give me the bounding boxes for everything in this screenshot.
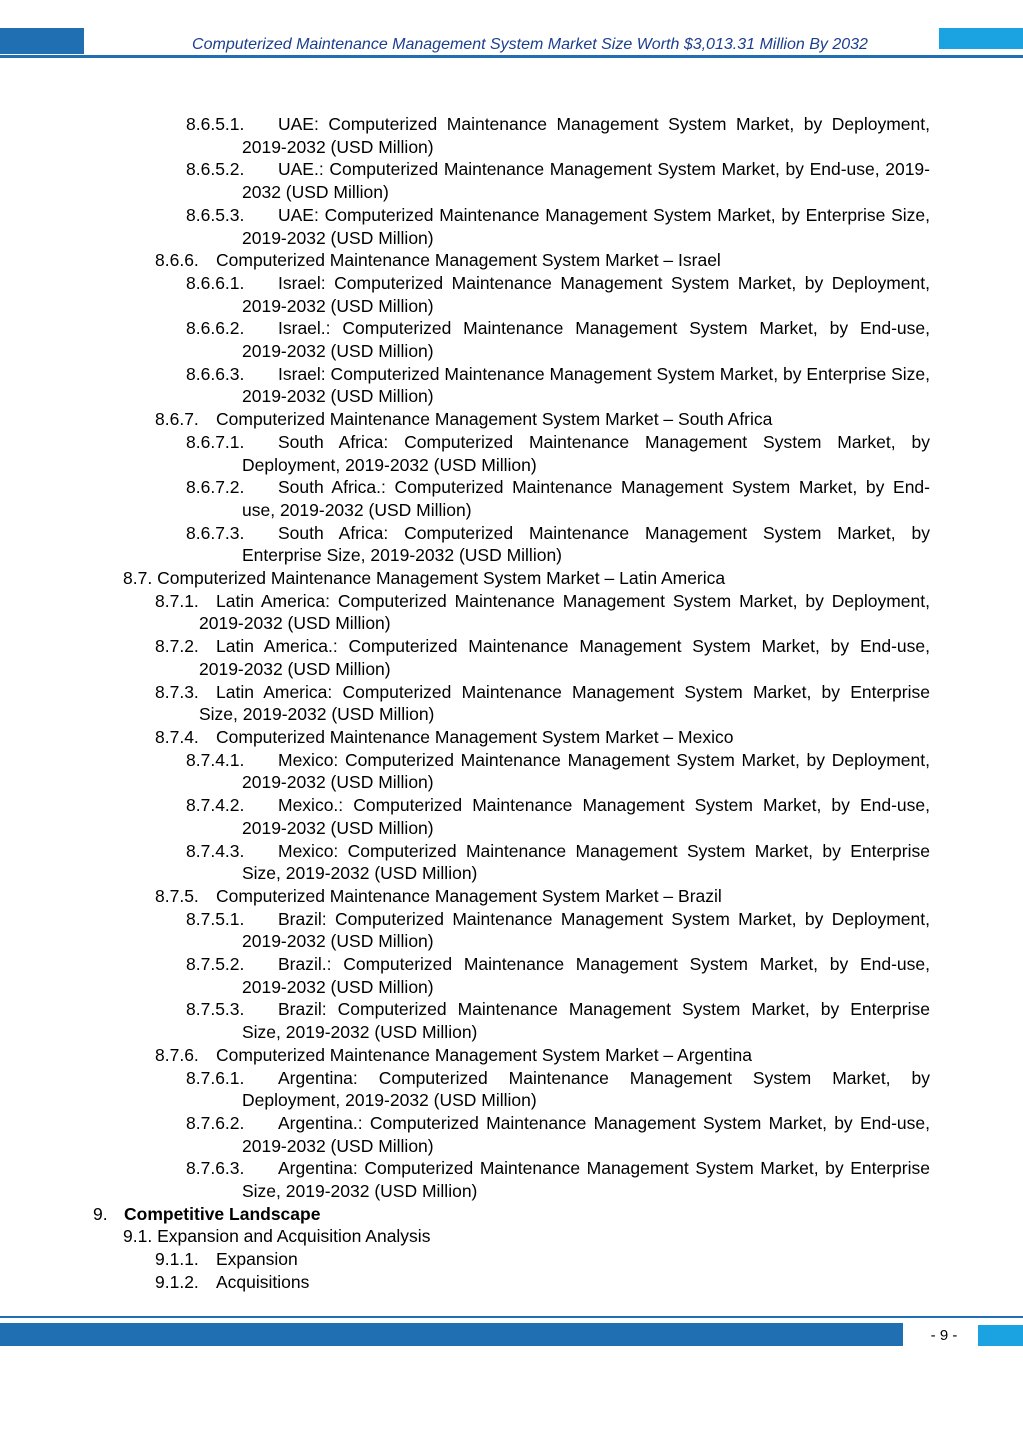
toc-entry xyxy=(155,635,930,680)
toc-entry xyxy=(186,158,930,203)
toc-number: 8.7.5. xyxy=(155,885,199,906)
toc-text: Computerized Maintenance Management System Market – South Africa xyxy=(216,409,773,430)
toc-entry xyxy=(186,204,930,249)
toc-entry xyxy=(186,363,930,408)
toc-text: UAE: Computerized Maintenance Management System Market, by Enterprise Size, 2019-2032 (USD Million) xyxy=(242,204,930,248)
toc-entry xyxy=(155,1248,930,1271)
toc-number: 8.6.6.3. xyxy=(186,363,245,384)
toc-number: 8.7.4. xyxy=(155,726,199,747)
toc-number: 8.7. xyxy=(123,568,153,589)
toc-text: Israel: Computerized Maintenance Management System Market, by Enterprise Size, 2019-2032 (USD Million) xyxy=(242,363,930,407)
toc-text: Expansion xyxy=(216,1249,298,1270)
toc-entry xyxy=(186,840,930,885)
toc-number: 8.7.5.3. xyxy=(186,999,245,1020)
toc-entry xyxy=(155,1271,930,1294)
page-number: - 9 - xyxy=(930,1327,958,1344)
toc-number: 8.6.6.1. xyxy=(186,272,245,293)
toc-entry xyxy=(155,249,930,272)
toc-number: 8.7.4.3. xyxy=(186,840,245,861)
toc-entry xyxy=(93,1203,930,1226)
toc-text: Israel.: Computerized Maintenance Management System Market, by End-use, 2019-2032 (USD Million) xyxy=(242,318,930,362)
toc-number: 8.7.6.2. xyxy=(186,1112,245,1133)
toc-entry xyxy=(186,998,930,1043)
toc-entry xyxy=(186,953,930,998)
toc-number: 8.7.6.3. xyxy=(186,1158,245,1179)
toc-text: Computerized Maintenance Management System Market – Brazil xyxy=(216,885,722,906)
header-title: Computerized Maintenance Management System Market Size Worth $3,013.31 Million By 2032 xyxy=(192,36,868,53)
toc-entry xyxy=(186,317,930,362)
toc-number: 8.7.5.1. xyxy=(186,908,245,929)
toc-text: Computerized Maintenance Management System Market – Argentina xyxy=(216,1044,752,1065)
toc-entry xyxy=(186,794,930,839)
toc-number: 8.6.6.2. xyxy=(186,318,245,339)
toc-number: 8.7.5.2. xyxy=(186,954,245,975)
toc-text: UAE.: Computerized Maintenance Management System Market, by End-use, 2019-2032 (USD Million) xyxy=(242,159,930,203)
footer-accent-right xyxy=(978,1325,1023,1346)
toc-text: Argentina.: Computerized Maintenance Management System Market, by End-use, 2019-2032 (USD Million) xyxy=(242,1112,930,1156)
toc-entry xyxy=(186,113,930,158)
toc-text: Argentina: Computerized Maintenance Management System Market, by Enterprise Size, 2019-2032 (USD Million) xyxy=(242,1158,930,1202)
toc-number: 8.7.4.1. xyxy=(186,749,245,770)
toc-text: UAE: Computerized Maintenance Management System Market, by Deployment, 2019-2032 (USD Million) xyxy=(242,114,930,157)
toc-text: Mexico: Computerized Maintenance Management System Market, by Enterprise Size, 2019-2032 (USD Million) xyxy=(242,840,930,884)
toc-number: 8.7.6. xyxy=(155,1044,199,1065)
toc-text: Israel: Computerized Maintenance Management System Market, by Deployment, 2019-2032 (USD Million) xyxy=(242,272,930,316)
toc-text: Computerized Maintenance Management System Market – Israel xyxy=(216,250,721,271)
header-accent-left xyxy=(0,28,84,54)
toc-entry xyxy=(186,522,930,567)
toc-number: 9. xyxy=(93,1203,108,1224)
toc-entry xyxy=(186,476,930,521)
footer-bar xyxy=(0,1323,903,1346)
toc-entry xyxy=(155,885,930,908)
toc-text: South Africa: Computerized Maintenance Management System Market, by Enterprise Size, 2019-2032 (USD Million) xyxy=(242,522,930,566)
toc-entry xyxy=(155,408,930,431)
toc-text: South Africa.: Computerized Maintenance Management System Market, by End-use, 2019-2032 (USD Million) xyxy=(242,477,930,520)
toc-entry xyxy=(155,681,930,726)
toc-number: 8.7.1. xyxy=(155,590,199,611)
toc-number: 8.6.5.2. xyxy=(186,159,245,180)
toc-text: Latin America.: Computerized Maintenance Management System Market, by End-use, 2019-2032 (USD Million) xyxy=(199,636,930,679)
toc-text: Argentina: Computerized Maintenance Management System Market, by Deployment, 2019-2032 (USD Million) xyxy=(242,1067,930,1111)
toc-number: 8.6.7. xyxy=(155,409,199,430)
toc-number: 8.7.6.1. xyxy=(186,1067,245,1088)
toc-entry xyxy=(186,1067,930,1112)
toc-entry xyxy=(186,272,930,317)
toc-entry xyxy=(186,1157,930,1202)
toc-entry xyxy=(155,590,930,635)
toc-number: 9.1.2. xyxy=(155,1271,199,1292)
footer-rule xyxy=(0,1316,1023,1318)
toc-number: 9.1. xyxy=(123,1226,153,1247)
toc-number: 8.6.6. xyxy=(155,250,199,271)
toc-text: Latin America: Computerized Maintenance Management System Market, by Enterprise Size, 2019-2032 (USD Million) xyxy=(199,681,930,725)
toc-text: Mexico.: Computerized Maintenance Management System Market, by End-use, 2019-2032 (USD Million) xyxy=(242,795,930,838)
toc-text: Brazil: Computerized Maintenance Management System Market, by Enterprise Size, 2019-2032 (USD Million) xyxy=(242,999,930,1043)
toc-entry xyxy=(123,1225,930,1248)
toc-number: 8.6.5.1. xyxy=(186,114,245,134)
toc-entry xyxy=(186,749,930,794)
header-rule xyxy=(0,55,1023,58)
toc-number: 8.7.3. xyxy=(155,681,199,702)
toc-number: 8.7.2. xyxy=(155,636,199,657)
table-of-contents xyxy=(0,113,1023,1294)
toc-number: 8.6.7.2. xyxy=(186,477,245,498)
toc-number: 8.6.7.1. xyxy=(186,431,245,452)
toc-number: 8.6.5.3. xyxy=(186,204,245,225)
toc-text: Mexico: Computerized Maintenance Management System Market, by Deployment, 2019-2032 (USD Million) xyxy=(242,749,930,793)
toc-text: Expansion and Acquisition Analysis xyxy=(157,1226,431,1247)
toc-text: Acquisitions xyxy=(216,1271,310,1292)
toc-entry xyxy=(186,908,930,953)
toc-number: 8.7.4.2. xyxy=(186,795,245,816)
toc-number: 8.6.7.3. xyxy=(186,522,245,543)
toc-text: Computerized Maintenance Management System Market – Latin America xyxy=(157,568,726,589)
toc-entry xyxy=(186,1112,930,1157)
toc-text: Computerized Maintenance Management System Market – Mexico xyxy=(216,726,734,747)
toc-text: Latin America: Computerized Maintenance Management System Market, by Deployment, 2019-2032 (USD Million) xyxy=(199,590,930,634)
toc-entry xyxy=(123,567,930,590)
toc-entry xyxy=(155,726,930,749)
toc-text: Brazil.: Computerized Maintenance Management System Market, by End-use, 2019-2032 (USD Million) xyxy=(242,954,930,997)
toc-text: Brazil: Computerized Maintenance Management System Market, by Deployment, 2019-2032 (USD Million) xyxy=(242,908,930,952)
toc-text: South Africa: Computerized Maintenance Management System Market, by Deployment, 2019-2032 (USD Million) xyxy=(242,431,930,475)
toc-entry xyxy=(155,1044,930,1067)
toc-entry xyxy=(186,431,930,476)
toc-section-title: Competitive Landscape xyxy=(124,1203,321,1224)
toc-number: 9.1.1. xyxy=(155,1249,199,1270)
